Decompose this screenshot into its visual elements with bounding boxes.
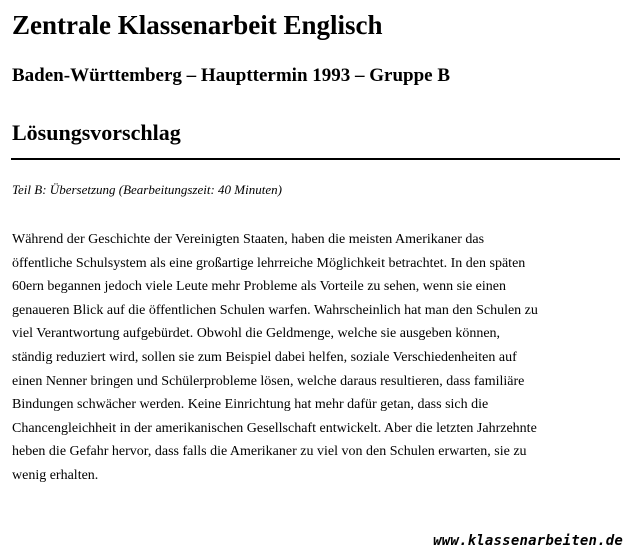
page-title: Zentrale Klassenarbeit Englisch bbox=[12, 10, 383, 40]
exam-subtitle: Baden-Württemberg – Haupttermin 1993 – Gruppe B bbox=[12, 65, 451, 86]
text-line: ständig reduziert wird, sollen sie zum Beispiel dabei helfen, soziale Verschiedenheiten auf bbox=[12, 349, 517, 365]
text-line: Bindungen schwächer werden. Keine Einrichtung hat mehr dafür getan, dass sich die bbox=[12, 397, 489, 413]
watermark-url: www.klassenarbeiten.de bbox=[433, 533, 623, 549]
text-line: öffentliche Schulsystem als eine großartige lehrreiche Möglichkeit betrachtet. In den späten bbox=[12, 255, 526, 271]
text-line: Während der Geschichte der Vereinigten Staaten, haben die meisten Amerikaner das bbox=[12, 232, 485, 247]
text-line: Chancengleichheit in der amerikanischen Gesellschaft entwickelt. Aber die letzten Jahrzehnte bbox=[12, 420, 537, 436]
text-line: wenig erhalten. bbox=[12, 467, 99, 483]
translation-text bbox=[12, 228, 624, 488]
part-label: Teil B: Übersetzung (Bearbeitungszeit: 40 Minuten) bbox=[12, 182, 282, 197]
text-line: genaueren Blick auf die öffentlichen Schulen warfen. Wahrscheinlich hat man den Schulen zu bbox=[12, 302, 538, 318]
horizontal-divider bbox=[11, 158, 620, 160]
text-line: viel Verantwortung aufgebürdet. Obwohl die Geldmenge, welche sie ausgeben können, bbox=[12, 326, 501, 342]
text-line: einen Nenner bringen und Schülerprobleme lösen, welche daraus resultieren, dass familiäre bbox=[12, 373, 525, 389]
text-line: 60ern begannen jedoch viele Leute mehr Probleme als Vorteile zu sehen, wenn sie einen bbox=[12, 279, 506, 295]
section-heading: Lösungsvorschlag bbox=[12, 120, 181, 145]
text-line: heben die Gefahr hervor, dass falls die Amerikaner zu viel von den Schulen erwarten, sie zu bbox=[12, 444, 527, 460]
